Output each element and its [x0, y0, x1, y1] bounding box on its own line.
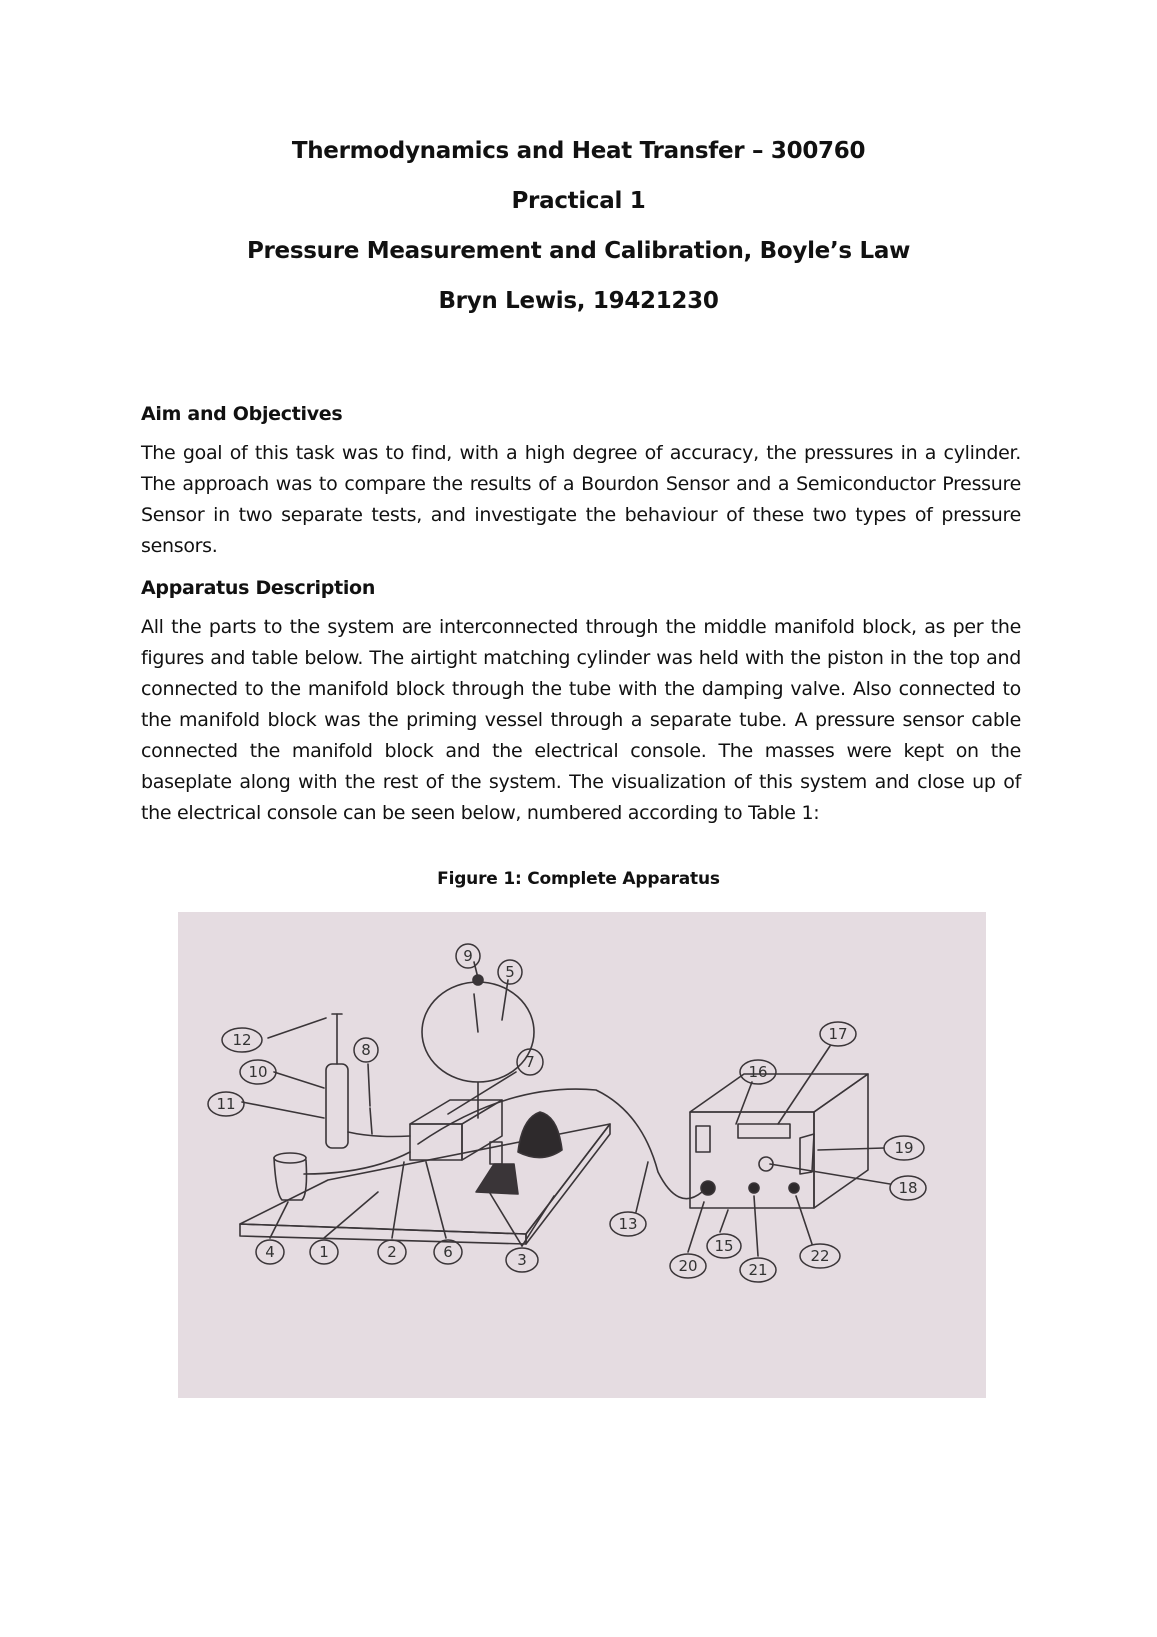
part-label	[310, 1240, 338, 1264]
aim-heading: Aim and Objectives	[141, 403, 343, 425]
part-label	[354, 1038, 378, 1062]
svg-text:16: 16	[748, 1063, 768, 1081]
svg-text:21: 21	[748, 1261, 768, 1279]
part-label	[820, 1022, 856, 1046]
svg-text:22: 22	[810, 1247, 830, 1265]
part-labels	[208, 944, 926, 1282]
part-label	[256, 1240, 284, 1264]
svg-text:12: 12	[232, 1031, 252, 1049]
apparatus-sketch	[178, 912, 986, 1398]
svg-text:3: 3	[517, 1251, 527, 1269]
part-label	[884, 1136, 924, 1160]
part-label	[800, 1244, 840, 1268]
svg-text:4: 4	[265, 1243, 275, 1261]
svg-text:7: 7	[525, 1053, 535, 1071]
svg-text:19: 19	[894, 1139, 914, 1157]
svg-text:15: 15	[714, 1237, 734, 1255]
svg-text:20: 20	[678, 1257, 698, 1275]
practical-number: Practical 1	[511, 188, 646, 214]
part-label	[378, 1240, 406, 1264]
svg-text:10: 10	[248, 1063, 268, 1081]
svg-text:17: 17	[828, 1025, 848, 1043]
part-label	[670, 1254, 706, 1278]
part-label	[506, 1248, 538, 1272]
svg-text:9: 9	[463, 947, 473, 965]
author: Bryn Lewis, 19421230	[438, 288, 719, 314]
mass-small	[476, 1164, 518, 1194]
part-label	[240, 1060, 276, 1084]
part-label	[517, 1049, 543, 1075]
baseplate-front	[240, 1224, 526, 1244]
course-title: Thermodynamics and Heat Transfer – 300760	[291, 138, 866, 164]
svg-text:5: 5	[505, 963, 515, 981]
apparatus-drawing	[178, 912, 986, 1398]
svg-text:13: 13	[618, 1215, 638, 1233]
aim-paragraph: The goal of this task was to find, with a high degree of accuracy, the pressures in a cylinder. The approach was to compare the results of a Bourdon Sensor and a Semiconductor Pressure Sensor in two separate tests, and investigate the behaviour of these two types of pressure sensors.	[141, 442, 1021, 557]
svg-text:11: 11	[216, 1095, 236, 1113]
figure-caption: Figure 1: Complete Apparatus	[437, 869, 720, 889]
svg-text:1: 1	[319, 1243, 329, 1261]
part-label	[208, 1092, 244, 1116]
apparatus-heading: Apparatus Description	[141, 577, 376, 599]
part-label	[434, 1240, 462, 1264]
part-label	[456, 944, 480, 968]
svg-text:6: 6	[443, 1243, 453, 1261]
part-label	[740, 1258, 776, 1282]
body-content	[141, 402, 1021, 843]
mass-large	[518, 1112, 562, 1158]
cylinder	[326, 1064, 348, 1148]
part-label	[222, 1028, 262, 1052]
apparatus-paragraph: All the parts to the system are interconnected through the middle manifold block, as per the figures and table below. The airtight matching cylinder was held with the piston in the top and connected to the manifold block through the tube with the damping valve. Also connected to the manifold block was the priming vessel through a separate tube. A pressure sensor cable connected the manifold block and the electrical console. The masses were kept on the baseplate along with the rest of the system. The visualization of this system and close up of the electrical console can be seen below, numbered according to Table 1:	[141, 616, 1021, 824]
part-label	[740, 1060, 776, 1084]
part-label	[890, 1176, 926, 1200]
svg-text:2: 2	[387, 1243, 397, 1261]
svg-text:8: 8	[361, 1041, 371, 1059]
part-label	[610, 1212, 646, 1236]
practical-title: Pressure Measurement and Calibration, Boyle’s Law	[246, 238, 911, 264]
title-block	[0, 138, 1157, 338]
part-label	[707, 1234, 741, 1258]
svg-text:18: 18	[898, 1179, 918, 1197]
part-label	[498, 960, 522, 984]
